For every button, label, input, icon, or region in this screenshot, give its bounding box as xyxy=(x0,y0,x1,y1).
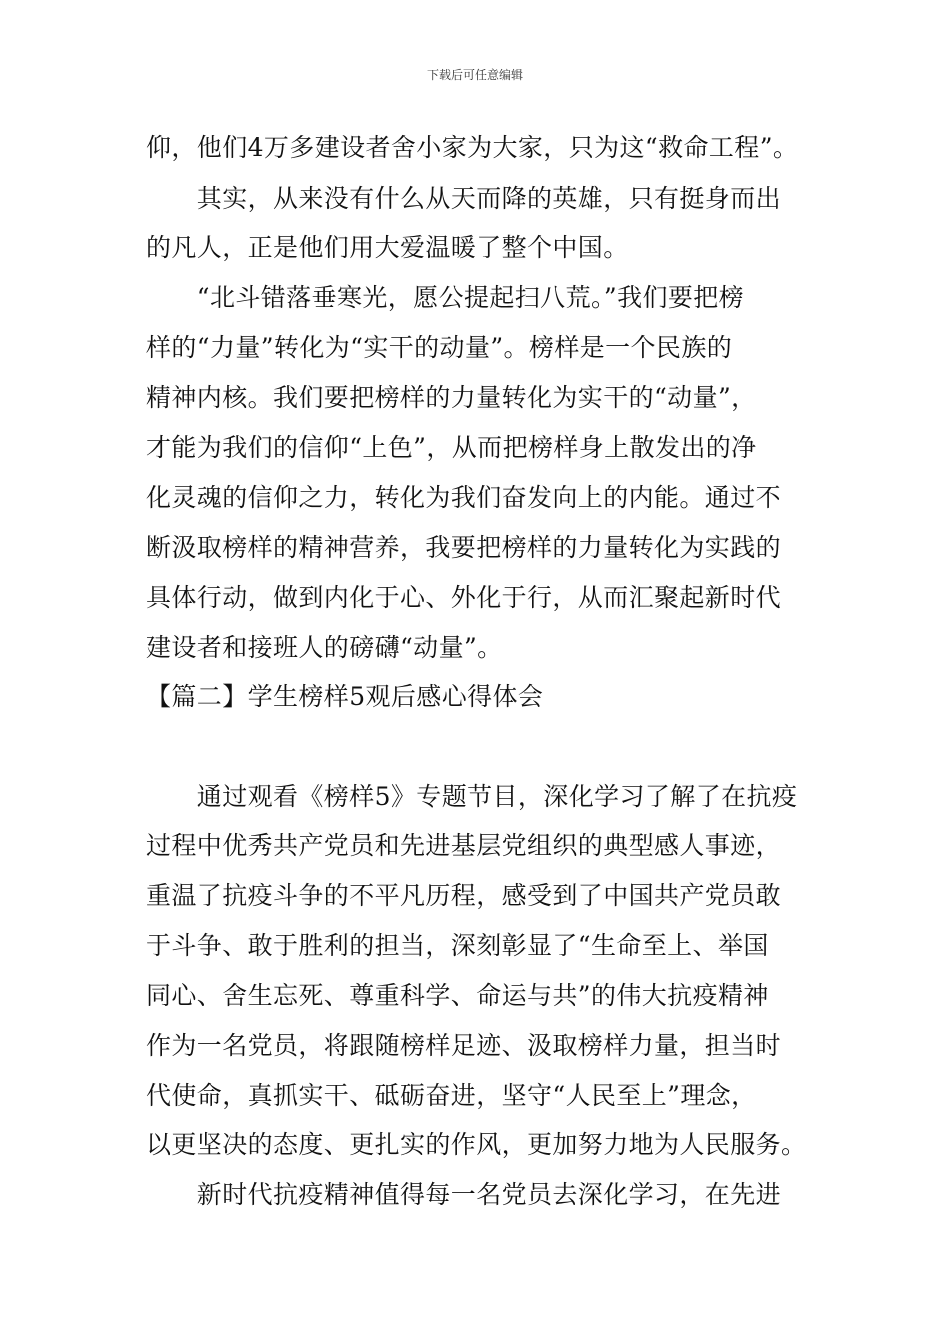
paragraph-line: 新时代抗疫精神值得每一名党员去深化学习，在先进 xyxy=(146,1180,782,1209)
paragraph-line: 才能为我们的信仰“上色”，从而把榜样身上散发出的净 xyxy=(146,433,757,462)
paragraph-line: 具体行动，做到内化于心、外化于行，从而汇聚起新时代 xyxy=(146,583,782,612)
paragraph-line: 建设者和接班人的磅礴“动量”。 xyxy=(146,633,503,662)
paragraph-line: 仰，他们4万多建设者舍小家为大家，只为这“救命工程”。 xyxy=(146,133,799,162)
paragraph-line: 的凡人，正是他们用大爱温暖了整个中国。 xyxy=(146,233,629,262)
paragraph-line: 精神内核。我们要把榜样的力量转化为实干的“动量”， xyxy=(146,383,757,412)
paragraph-line: 样的“力量”转化为“实干的动量”。榜样是一个民族的 xyxy=(146,333,733,362)
paragraph-line: 重温了抗疫斗争的不平凡历程，感受到了中国共产党员敢 xyxy=(146,881,782,910)
paragraph-line: 代使命，真抓实干、砥砺奋进，坚守“人民至上”理念， xyxy=(146,1081,757,1110)
paragraph-line: 于斗争、敢于胜利的担当，深刻彰显了“生命至上、举国 xyxy=(146,931,769,960)
paragraph-line: 以更坚决的态度、更扎实的作风，更加努力地为人民服务。 xyxy=(146,1130,807,1159)
paragraph-line: “北斗错落垂寒光，愿公提起扫八荒。”我们要把榜 xyxy=(146,283,745,312)
paragraph-line: 同心、舍生忘死、尊重科学、命运与共”的伟大抗疫精神 xyxy=(146,981,769,1010)
page-header: 下载后可任意编辑 xyxy=(426,68,523,82)
section-heading: 【篇二】学生榜样5观后感心得体会 xyxy=(146,682,544,711)
paragraph-line: 化灵魂的信仰之力，转化为我们奋发向上的内能。通过不 xyxy=(146,483,782,512)
paragraph-line: 断汲取榜样的精神营养，我要把榜样的力量转化为实践的 xyxy=(146,533,782,562)
paragraph-line: 过程中优秀共产党员和先进基层党组织的典型感人事迹， xyxy=(146,831,782,860)
paragraph-line: 其实，从来没有什么从天而降的英雄，只有挺身而出 xyxy=(146,184,782,213)
paragraph-line: 作为一名党员，将跟随榜样足迹、汲取榜样力量，担当时 xyxy=(146,1031,782,1060)
paragraph-line: 通过观看《榜样5》专题节目，深化学习了解了在抗疫 xyxy=(146,782,798,811)
